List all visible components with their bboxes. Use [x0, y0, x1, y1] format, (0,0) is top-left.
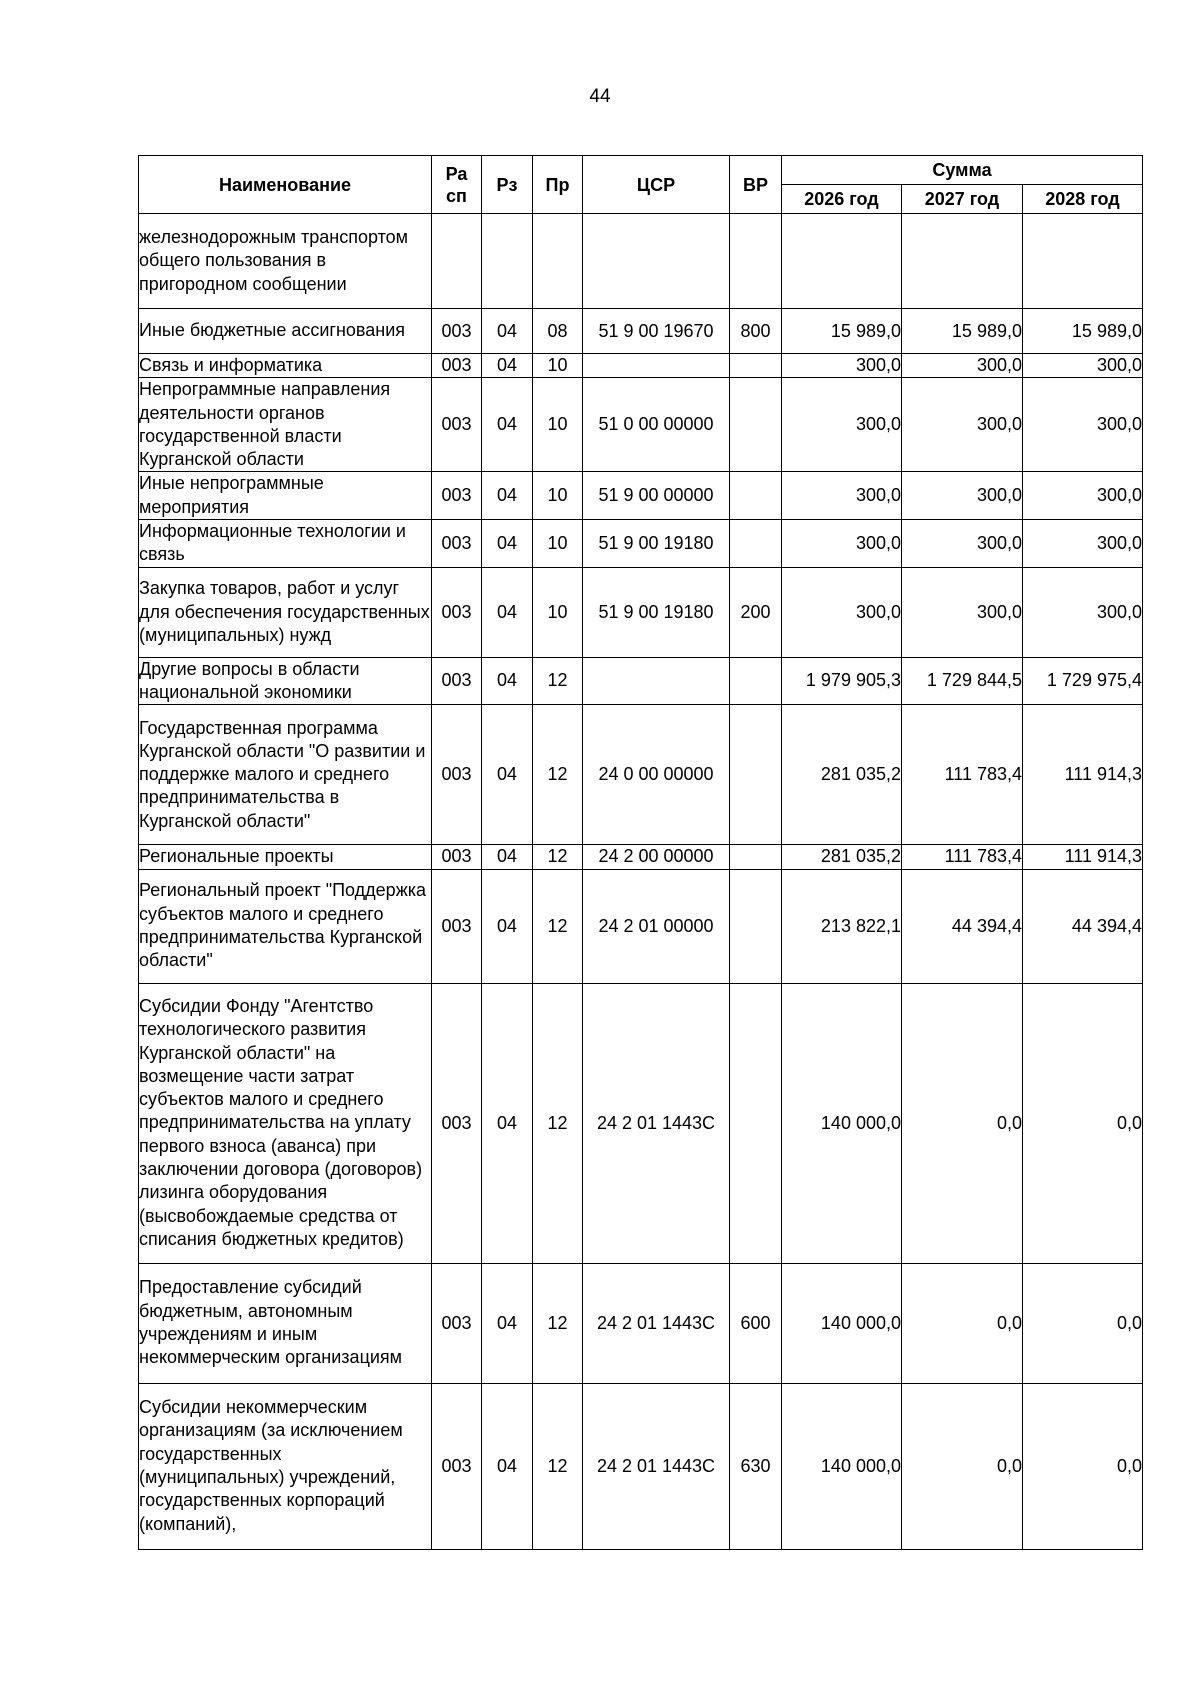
- header-pr: Пр: [533, 156, 583, 214]
- cell-pr: 08: [533, 309, 583, 354]
- cell-rasp: [432, 214, 482, 309]
- table-row: [139, 378, 1143, 472]
- cell-sum-2026: 281 035,2: [782, 845, 902, 869]
- cell-sum-2028: 300,0: [1023, 472, 1143, 520]
- cell-rasp: 003: [432, 472, 482, 520]
- cell-vr: [730, 657, 782, 705]
- cell-name: Другие вопросы в области национальной экономики: [139, 657, 432, 705]
- page-number: 44: [589, 86, 611, 107]
- cell-sum-2027: 0,0: [902, 1263, 1023, 1383]
- cell-sum-2028: 0,0: [1023, 983, 1143, 1263]
- cell-pr: 10: [533, 520, 583, 568]
- cell-sum-2028: 111 914,3: [1023, 845, 1143, 869]
- table-row: [139, 983, 1143, 1263]
- cell-rasp: 003: [432, 378, 482, 472]
- cell-sum-2026: [782, 214, 902, 309]
- cell-sum-2027: 300,0: [902, 567, 1023, 657]
- table-row: [139, 845, 1143, 869]
- cell-name: Иные непрограммные мероприятия: [139, 472, 432, 520]
- cell-sum-2027: 15 989,0: [902, 309, 1023, 354]
- cell-sum-2027: 111 783,4: [902, 845, 1023, 869]
- cell-rasp: 003: [432, 520, 482, 568]
- cell-rz: 04: [482, 1383, 533, 1549]
- cell-csr: 24 2 01 00000: [583, 869, 730, 983]
- table-row: [139, 1383, 1143, 1549]
- cell-rz: 04: [482, 309, 533, 354]
- cell-sum-2028: 300,0: [1023, 520, 1143, 568]
- cell-name: Региональный проект "Поддержка субъектов малого и среднего предпринимательства Курганской области": [139, 869, 432, 983]
- cell-name: Государственная программа Курганской области "О развитии и поддержке малого и среднего предпринимательства в Курганской области": [139, 705, 432, 845]
- header-rasp-line2: сп: [446, 185, 467, 206]
- header-year-2026: 2026 год: [782, 185, 902, 214]
- cell-csr: 51 9 00 19180: [583, 520, 730, 568]
- header-csr: ЦСР: [583, 156, 730, 214]
- cell-rz: 04: [482, 983, 533, 1263]
- cell-vr: [730, 705, 782, 845]
- cell-sum-2026: 300,0: [782, 520, 902, 568]
- cell-csr: 24 2 01 1443C: [583, 1383, 730, 1549]
- cell-name: Непрограммные направления деятельности органов государственной власти Курганской области: [139, 378, 432, 472]
- cell-sum-2026: 140 000,0: [782, 1383, 902, 1549]
- cell-csr: 24 2 01 1443C: [583, 1263, 730, 1383]
- cell-vr: 200: [730, 567, 782, 657]
- cell-rasp: 003: [432, 657, 482, 705]
- cell-sum-2028: 0,0: [1023, 1383, 1143, 1549]
- table-row: [139, 214, 1143, 309]
- cell-rz: [482, 214, 533, 309]
- cell-sum-2028: [1023, 214, 1143, 309]
- cell-sum-2026: 15 989,0: [782, 309, 902, 354]
- cell-rasp: 003: [432, 983, 482, 1263]
- header-year-2027: 2027 год: [902, 185, 1023, 214]
- cell-rasp: 003: [432, 567, 482, 657]
- header-vr: ВР: [730, 156, 782, 214]
- cell-csr: [583, 657, 730, 705]
- cell-name: Закупка товаров, работ и услуг для обеспечения государственных (муниципальных) нужд: [139, 567, 432, 657]
- cell-rz: 04: [482, 567, 533, 657]
- cell-pr: 10: [533, 378, 583, 472]
- cell-name: Предоставление субсидий бюджетным, автономным учреждениям и иным некоммерческим организациям: [139, 1263, 432, 1383]
- cell-rasp: 003: [432, 354, 482, 378]
- cell-vr: [730, 472, 782, 520]
- cell-sum-2027: 1 729 844,5: [902, 657, 1023, 705]
- cell-rz: 04: [482, 1263, 533, 1383]
- cell-rz: 04: [482, 472, 533, 520]
- cell-pr: 12: [533, 869, 583, 983]
- budget-table: [138, 155, 1143, 1550]
- cell-sum-2027: 111 783,4: [902, 705, 1023, 845]
- cell-rasp: 003: [432, 705, 482, 845]
- cell-pr: 10: [533, 472, 583, 520]
- table-row: [139, 869, 1143, 983]
- table-row: [139, 520, 1143, 568]
- cell-vr: [730, 520, 782, 568]
- header-rz: Рз: [482, 156, 533, 214]
- cell-sum-2026: 300,0: [782, 378, 902, 472]
- table-row: [139, 657, 1143, 705]
- cell-sum-2028: 1 729 975,4: [1023, 657, 1143, 705]
- cell-sum-2028: 300,0: [1023, 567, 1143, 657]
- table-row: [139, 309, 1143, 354]
- cell-rz: 04: [482, 378, 533, 472]
- cell-csr: 51 9 00 19670: [583, 309, 730, 354]
- cell-rasp: 003: [432, 869, 482, 983]
- cell-sum-2027: 0,0: [902, 983, 1023, 1263]
- cell-vr: 800: [730, 309, 782, 354]
- table-body: [139, 214, 1143, 1550]
- cell-vr: [730, 869, 782, 983]
- header-year-2028: 2028 год: [1023, 185, 1143, 214]
- cell-pr: 10: [533, 567, 583, 657]
- cell-vr: [730, 983, 782, 1263]
- cell-pr: [533, 214, 583, 309]
- cell-name: Иные бюджетные ассигнования: [139, 309, 432, 354]
- cell-name: Субсидии некоммерческим организациям (за исключением государственных (муниципальных) учреждений, государственных корпораций (компаний),: [139, 1383, 432, 1549]
- cell-csr: 24 2 01 1443C: [583, 983, 730, 1263]
- table-row: [139, 472, 1143, 520]
- cell-name: Региональные проекты: [139, 845, 432, 869]
- cell-rasp: 003: [432, 1383, 482, 1549]
- cell-sum-2026: 300,0: [782, 472, 902, 520]
- cell-csr: [583, 214, 730, 309]
- header-rasp-line1: Ра: [445, 163, 468, 184]
- cell-sum-2027: 300,0: [902, 354, 1023, 378]
- cell-rasp: 003: [432, 1263, 482, 1383]
- cell-vr: [730, 378, 782, 472]
- cell-sum-2027: 0,0: [902, 1383, 1023, 1549]
- cell-name: железнодорожным транспортом общего пользования в пригородном сообщении: [139, 214, 432, 309]
- cell-rz: 04: [482, 705, 533, 845]
- table-header: [139, 156, 1143, 214]
- cell-csr: 24 0 00 00000: [583, 705, 730, 845]
- cell-csr: 51 0 00 00000: [583, 378, 730, 472]
- cell-name: Связь и информатика: [139, 354, 432, 378]
- cell-csr: [583, 354, 730, 378]
- cell-name: Информационные технологии и связь: [139, 520, 432, 568]
- cell-sum-2026: 300,0: [782, 567, 902, 657]
- cell-sum-2026: 300,0: [782, 354, 902, 378]
- table-row: [139, 705, 1143, 845]
- cell-sum-2027: 44 394,4: [902, 869, 1023, 983]
- cell-sum-2027: 300,0: [902, 472, 1023, 520]
- cell-pr: 12: [533, 705, 583, 845]
- cell-vr: [730, 354, 782, 378]
- cell-sum-2028: 44 394,4: [1023, 869, 1143, 983]
- cell-vr: [730, 845, 782, 869]
- cell-name: Субсидии Фонду "Агентство технологического развития Курганской области" на возмещение части затрат субъектов малого и среднего предпринимательства на уплату первого взноса (аванса) при заключении договора (договоров) лизинга оборудования (высвобождаемые средства от списания бюджетных кредитов): [139, 983, 432, 1263]
- cell-sum-2026: 140 000,0: [782, 1263, 902, 1383]
- cell-sum-2026: 281 035,2: [782, 705, 902, 845]
- cell-sum-2026: 140 000,0: [782, 983, 902, 1263]
- cell-sum-2028: 300,0: [1023, 378, 1143, 472]
- cell-sum-2028: 111 914,3: [1023, 705, 1143, 845]
- cell-csr: 51 9 00 19180: [583, 567, 730, 657]
- cell-rasp: 003: [432, 845, 482, 869]
- cell-pr: 12: [533, 1263, 583, 1383]
- header-name: Наименование: [139, 156, 432, 214]
- cell-sum-2028: 15 989,0: [1023, 309, 1143, 354]
- cell-rz: 04: [482, 657, 533, 705]
- table-row: [139, 354, 1143, 378]
- cell-vr: [730, 214, 782, 309]
- header-rasp: [432, 156, 482, 214]
- cell-rz: 04: [482, 354, 533, 378]
- cell-sum-2027: 300,0: [902, 520, 1023, 568]
- cell-rasp: 003: [432, 309, 482, 354]
- cell-csr: 51 9 00 00000: [583, 472, 730, 520]
- cell-sum-2026: 213 822,1: [782, 869, 902, 983]
- cell-pr: 12: [533, 1383, 583, 1549]
- cell-sum-2027: 300,0: [902, 378, 1023, 472]
- cell-sum-2027: [902, 214, 1023, 309]
- cell-sum-2026: 1 979 905,3: [782, 657, 902, 705]
- cell-vr: 630: [730, 1383, 782, 1549]
- cell-sum-2028: 300,0: [1023, 354, 1143, 378]
- cell-vr: 600: [730, 1263, 782, 1383]
- table-row: [139, 567, 1143, 657]
- cell-pr: 10: [533, 354, 583, 378]
- cell-rz: 04: [482, 520, 533, 568]
- cell-pr: 12: [533, 845, 583, 869]
- cell-pr: 12: [533, 657, 583, 705]
- table-row: [139, 1263, 1143, 1383]
- cell-csr: 24 2 00 00000: [583, 845, 730, 869]
- header-summa: Сумма: [782, 156, 1143, 185]
- cell-rz: 04: [482, 869, 533, 983]
- cell-rz: 04: [482, 845, 533, 869]
- cell-pr: 12: [533, 983, 583, 1263]
- cell-sum-2028: 0,0: [1023, 1263, 1143, 1383]
